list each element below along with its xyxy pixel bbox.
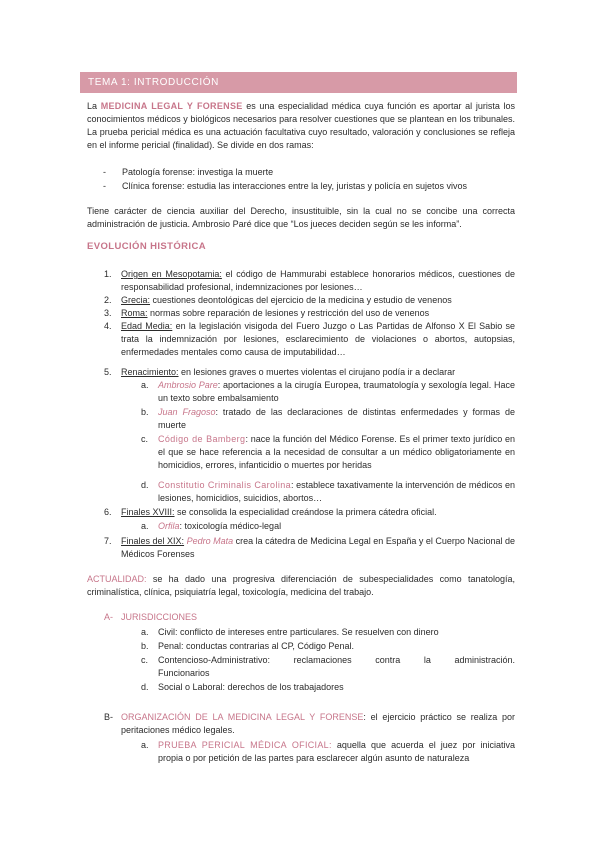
intro-paragraph [87, 100, 515, 152]
intro-term: MEDICINA LEGAL Y FORENSE [100, 101, 243, 111]
aux-paragraph: Tiene carácter de ciencia auxiliar del Derecho, insustituible, sin la cual no se concibe una correcta administración de justicia. Ambrosio Paré dice que “Los jueces deciden según se les informa”. [87, 206, 515, 230]
actualidad-paragraph: ACTUALIDAD: se ha dado una progresiva diferenciación de subespecialidades como tanatología, criminalística, clínica, psiquiatría legal, toxicología, medicina del trabajo. [87, 574, 515, 598]
section-header [80, 72, 517, 93]
document-page: TEMA 1: INTRODUCCIÓN La MEDICINA LEGAL Y FORENSE es una especialidad médica cuya función es aportar al jurista los conocimientos médicos y biológicos necesarios para resolver cuestiones que se plantean en los tribunales. La prueba pericial médica es una actuación facultativa cuyo resultado, valoración y conclusiones se refleja en el informe pericial (finalidad). Se divide en dos ramas: - Patología forense: investiga la muerte - Clínica forense: estudia las interacciones entre la ley, juristas y policía en sujetos vivos Tiene carácter de ciencia auxiliar del Derecho, insustituible, sin la cual no se concibe una correcta administración de justicia. Ambrosio Paré dice que “Los jueces deciden según se les informa”. EVOLUCIÓN HISTÓRICA 1. Origen en Mesopotamia: el código de Hammurabi establece honorarios médicos, cuestiones de responsabilidad profesional, indemnizaciones por lesiones… 2. Grecia: cuestiones deontológicas del ejercicio de la medicina y estudio de venenos 3. Roma: normas sobre reparación de lesiones y restricción del uso de venenos 4. Edad Media: en la legislación visigoda del Fuero Juzgo o Las Partidas de Alfonso X El Sabio se trata la indemnización por lesiones, esclarecimiento de violaciones o abortos, autopsias, enfermedades mentales como causa de imputabilidad… 5. Renacimiento: en lesiones graves o muertes violentas el cirujano podía ir a declarar a. Ambrosio Pare: aportaciones a la cirugía Europea, traumatología y sexología legal. Hace un texto sobre embalsamiento b. Juan Fragoso: tratado de las declaraciones de distintas enfermedades y formas de muerte c. Código de Bamberg: nace la función del Médico Forense. Es el primer texto jurídico en el que se hace referencia a la necesidad de consultar a un médico obligatoriamente en homicidios, errores, infanticidio o muertes por heridas d. Constitutio Criminalis Carolina: establece taxativamente la intervención de médicos en lesiones, homicidios, suicidios, abortos… 6. Finales XVIII: se consolida la especialidad creándose la primera cátedra oficial. a. Orfila: toxicología médico-legal 7. Finales del XIX: Pedro Mata crea la cátedra de Medicina Legal en España y el Cuerpo Nacional de Médicos Forenses ACTUALIDAD: se ha dado una progresiva diferenciación de subespecialidades como tanatología, criminalística, clínica, psiquiatría legal, toxicología, medicina del trabajo. A- JURISDICCIONES a. Civil: conflicto de intereses entre particulares. Se resuelven con dinero b. Penal: conductas contrarias al CP, Código Penal. c. Contencioso-Administrativo: reclamaciones contra la administración. Funcionarios d. Social o Laboral: derechos de los trabajadores B- ORGANIZACIÓN DE LA MEDICINA LEGAL Y FORENSE: el ejercicio práctico se realiza por peritaciones médico legales. a. PRUEBA PERICIAL MÉDICA OFICIAL: aquella que acuerda el juez por iniciativa propia o por petición de las partes para esclarecer algún asunto de naturaleza [0, 0, 600, 848]
section-title: TEMA 1: INTRODUCCIÓN [88, 77, 219, 88]
intro-pre: La [87, 101, 101, 111]
evolution-heading: EVOLUCIÓN HISTÓRICA [87, 241, 206, 252]
intro-text: es una especialidad médica cuya función es aportar al jurista los conocimientos médicos y biológicos necesarios para resolver cuestiones que se plantean en los tribunales. La prueba pericial médica es una actuación facultativa cuyo resultado, valoración y conclusiones se refleja en el informe pericial (finalidad). Se divide en dos ramas: [87, 101, 515, 151]
